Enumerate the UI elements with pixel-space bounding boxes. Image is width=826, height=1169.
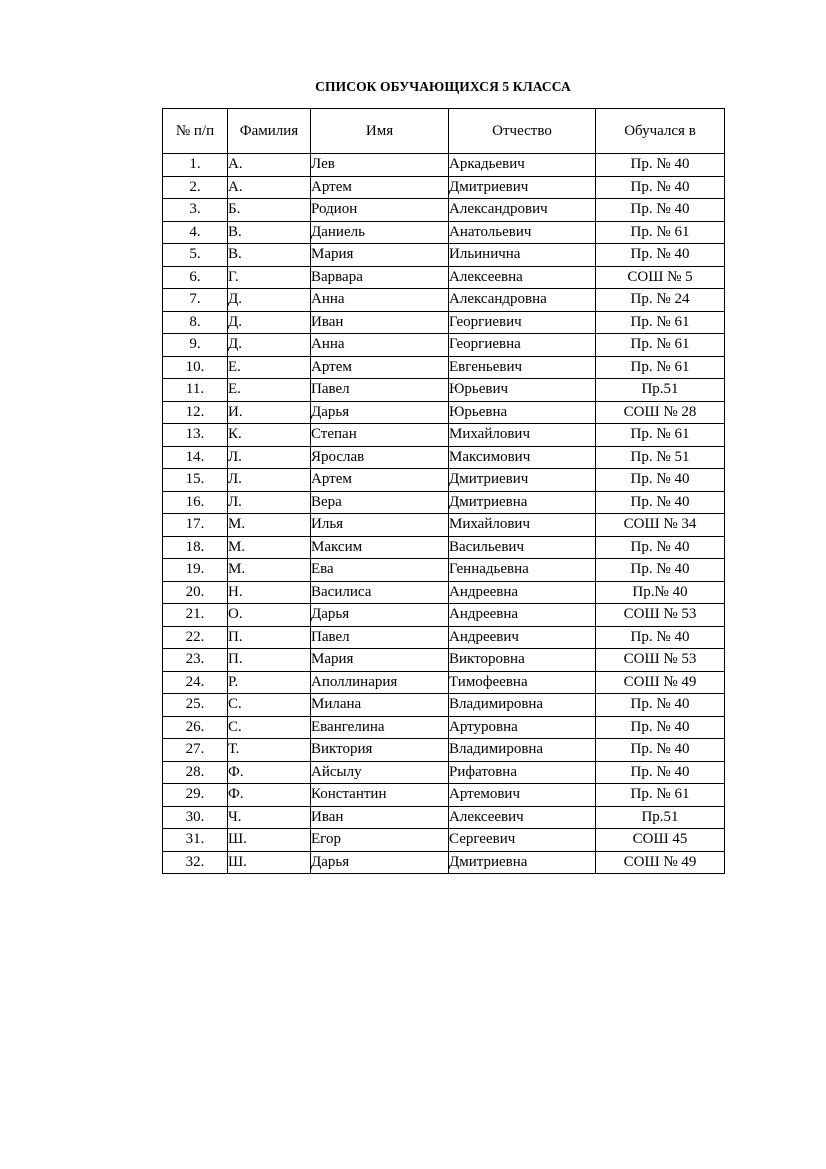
cell-number: 20. — [163, 581, 228, 604]
cell-surname: Л. — [228, 469, 311, 492]
cell-surname: Е. — [228, 356, 311, 379]
table-row — [163, 244, 725, 267]
cell-name: Лев — [311, 154, 449, 177]
cell-number: 24. — [163, 671, 228, 694]
cell-name: Василиса — [311, 581, 449, 604]
cell-number: 9. — [163, 334, 228, 357]
cell-school: СОШ № 53 — [596, 604, 725, 627]
cell-surname: П. — [228, 626, 311, 649]
cell-school: Пр.№ 40 — [596, 581, 725, 604]
cell-school: Пр. № 40 — [596, 154, 725, 177]
cell-number: 8. — [163, 311, 228, 334]
cell-patronymic: Дмитриевна — [449, 491, 596, 514]
cell-surname: С. — [228, 694, 311, 717]
cell-patronymic: Андреевна — [449, 604, 596, 627]
cell-number: 18. — [163, 536, 228, 559]
header-number: № п/п — [163, 109, 228, 154]
table-row — [163, 649, 725, 672]
cell-patronymic: Владимировна — [449, 739, 596, 762]
cell-name: Анна — [311, 334, 449, 357]
cell-number: 2. — [163, 176, 228, 199]
cell-school: СОШ № 5 — [596, 266, 725, 289]
cell-surname: И. — [228, 401, 311, 424]
cell-school: Пр. № 40 — [596, 199, 725, 222]
cell-number: 29. — [163, 784, 228, 807]
cell-patronymic: Артемович — [449, 784, 596, 807]
table-row — [163, 806, 725, 829]
cell-patronymic: Георгиевна — [449, 334, 596, 357]
cell-number: 31. — [163, 829, 228, 852]
cell-name: Виктория — [311, 739, 449, 762]
cell-patronymic: Андреевич — [449, 626, 596, 649]
cell-surname: М. — [228, 514, 311, 537]
cell-patronymic: Ильинична — [449, 244, 596, 267]
cell-name: Иван — [311, 311, 449, 334]
cell-name: Илья — [311, 514, 449, 537]
table-row — [163, 491, 725, 514]
table-row — [163, 536, 725, 559]
cell-surname: Л. — [228, 491, 311, 514]
cell-surname: В. — [228, 244, 311, 267]
cell-number: 5. — [163, 244, 228, 267]
table-row — [163, 199, 725, 222]
cell-patronymic: Рифатовна — [449, 761, 596, 784]
cell-number: 23. — [163, 649, 228, 672]
cell-surname: К. — [228, 424, 311, 447]
cell-patronymic: Васильевич — [449, 536, 596, 559]
cell-surname: Т. — [228, 739, 311, 762]
cell-patronymic: Юрьевна — [449, 401, 596, 424]
cell-number: 4. — [163, 221, 228, 244]
table-body — [163, 154, 725, 874]
table-row — [163, 716, 725, 739]
cell-name: Вера — [311, 491, 449, 514]
table-row — [163, 626, 725, 649]
cell-school: Пр. № 40 — [596, 716, 725, 739]
cell-school: Пр. № 61 — [596, 221, 725, 244]
cell-patronymic: Тимофеевна — [449, 671, 596, 694]
cell-school: СОШ № 49 — [596, 851, 725, 874]
table-row — [163, 514, 725, 537]
page-title: СПИСОК ОБУЧАЮЩИХСЯ 5 КЛАССА — [315, 79, 571, 94]
cell-name: Максим — [311, 536, 449, 559]
cell-school: Пр. № 40 — [596, 469, 725, 492]
cell-surname: Е. — [228, 379, 311, 402]
table-row — [163, 356, 725, 379]
cell-surname: М. — [228, 559, 311, 582]
cell-school: Пр.51 — [596, 379, 725, 402]
cell-number: 32. — [163, 851, 228, 874]
cell-number: 7. — [163, 289, 228, 312]
cell-surname: А. — [228, 176, 311, 199]
cell-school: Пр. № 40 — [596, 244, 725, 267]
cell-name: Родион — [311, 199, 449, 222]
cell-surname: Д. — [228, 311, 311, 334]
table-row — [163, 559, 725, 582]
cell-surname: М. — [228, 536, 311, 559]
table-row — [163, 694, 725, 717]
table-row — [163, 289, 725, 312]
cell-name: Павел — [311, 379, 449, 402]
cell-patronymic: Юрьевич — [449, 379, 596, 402]
header-name: Имя — [311, 109, 449, 154]
cell-patronymic: Дмитриевич — [449, 176, 596, 199]
cell-school: СОШ № 53 — [596, 649, 725, 672]
cell-school: СОШ 45 — [596, 829, 725, 852]
cell-name: Даниель — [311, 221, 449, 244]
cell-name: Мария — [311, 244, 449, 267]
table-row — [163, 424, 725, 447]
cell-school: Пр. № 40 — [596, 176, 725, 199]
cell-school: СОШ № 49 — [596, 671, 725, 694]
cell-surname: С. — [228, 716, 311, 739]
cell-name: Дарья — [311, 851, 449, 874]
cell-name: Айсылу — [311, 761, 449, 784]
cell-patronymic: Георгиевич — [449, 311, 596, 334]
cell-patronymic: Михайлович — [449, 424, 596, 447]
cell-number: 6. — [163, 266, 228, 289]
cell-school: СОШ № 28 — [596, 401, 725, 424]
cell-school: Пр. № 61 — [596, 334, 725, 357]
cell-name: Ярослав — [311, 446, 449, 469]
cell-name: Артем — [311, 176, 449, 199]
cell-patronymic: Максимович — [449, 446, 596, 469]
cell-school: Пр. № 40 — [596, 626, 725, 649]
cell-patronymic: Алексеевич — [449, 806, 596, 829]
cell-school: Пр. № 24 — [596, 289, 725, 312]
cell-patronymic: Дмитриевна — [449, 851, 596, 874]
cell-name: Степан — [311, 424, 449, 447]
cell-patronymic: Аркадьевич — [449, 154, 596, 177]
cell-school: Пр. № 40 — [596, 694, 725, 717]
header-patronymic: Отчество — [449, 109, 596, 154]
cell-school: Пр. № 51 — [596, 446, 725, 469]
cell-patronymic: Анатольевич — [449, 221, 596, 244]
table-header-row — [163, 109, 725, 154]
cell-surname: Ф. — [228, 784, 311, 807]
cell-school: Пр. № 61 — [596, 356, 725, 379]
cell-number: 1. — [163, 154, 228, 177]
cell-patronymic: Дмитриевич — [449, 469, 596, 492]
cell-number: 22. — [163, 626, 228, 649]
cell-number: 27. — [163, 739, 228, 762]
cell-surname: П. — [228, 649, 311, 672]
table-row — [163, 311, 725, 334]
cell-patronymic: Александровна — [449, 289, 596, 312]
cell-school: Пр. № 40 — [596, 491, 725, 514]
cell-patronymic: Алексеевна — [449, 266, 596, 289]
cell-surname: Б. — [228, 199, 311, 222]
cell-surname: Р. — [228, 671, 311, 694]
cell-patronymic: Андреевна — [449, 581, 596, 604]
cell-number: 28. — [163, 761, 228, 784]
cell-name: Константин — [311, 784, 449, 807]
cell-school: Пр. № 40 — [596, 739, 725, 762]
students-table — [162, 108, 725, 874]
cell-name: Павел — [311, 626, 449, 649]
cell-name: Евангелина — [311, 716, 449, 739]
table-row — [163, 401, 725, 424]
cell-name: Ева — [311, 559, 449, 582]
cell-name: Иван — [311, 806, 449, 829]
cell-school: Пр. № 40 — [596, 536, 725, 559]
cell-name: Дарья — [311, 401, 449, 424]
cell-surname: Л. — [228, 446, 311, 469]
cell-patronymic: Геннадьевна — [449, 559, 596, 582]
cell-number: 3. — [163, 199, 228, 222]
table-row — [163, 379, 725, 402]
cell-number: 26. — [163, 716, 228, 739]
cell-surname: Н. — [228, 581, 311, 604]
cell-surname: О. — [228, 604, 311, 627]
cell-number: 19. — [163, 559, 228, 582]
cell-number: 10. — [163, 356, 228, 379]
table-row — [163, 851, 725, 874]
table-row — [163, 154, 725, 177]
table-row — [163, 334, 725, 357]
cell-number: 14. — [163, 446, 228, 469]
cell-number: 15. — [163, 469, 228, 492]
cell-surname: Ш. — [228, 851, 311, 874]
table-row — [163, 176, 725, 199]
cell-name: Анна — [311, 289, 449, 312]
cell-school: Пр. № 61 — [596, 784, 725, 807]
cell-name: Дарья — [311, 604, 449, 627]
cell-name: Аполлинария — [311, 671, 449, 694]
cell-name: Артем — [311, 356, 449, 379]
cell-surname: Ч. — [228, 806, 311, 829]
header-school: Обучался в — [596, 109, 725, 154]
cell-patronymic: Артуровна — [449, 716, 596, 739]
cell-patronymic: Сергеевич — [449, 829, 596, 852]
table-row — [163, 581, 725, 604]
cell-number: 30. — [163, 806, 228, 829]
table-row — [163, 671, 725, 694]
cell-surname: Д. — [228, 334, 311, 357]
cell-name: Артем — [311, 469, 449, 492]
cell-surname: Д. — [228, 289, 311, 312]
cell-name: Егор — [311, 829, 449, 852]
cell-number: 21. — [163, 604, 228, 627]
table-row — [163, 739, 725, 762]
cell-name: Милана — [311, 694, 449, 717]
table-row — [163, 604, 725, 627]
cell-name: Варвара — [311, 266, 449, 289]
cell-school: Пр. № 40 — [596, 559, 725, 582]
cell-number: 12. — [163, 401, 228, 424]
table-row — [163, 221, 725, 244]
cell-number: 16. — [163, 491, 228, 514]
table-row — [163, 469, 725, 492]
cell-school: Пр. № 61 — [596, 424, 725, 447]
cell-number: 13. — [163, 424, 228, 447]
cell-number: 11. — [163, 379, 228, 402]
table-row — [163, 829, 725, 852]
cell-surname: А. — [228, 154, 311, 177]
table-row — [163, 784, 725, 807]
table-row — [163, 266, 725, 289]
cell-name: Мария — [311, 649, 449, 672]
header-surname: Фамилия — [228, 109, 311, 154]
cell-surname: Ш. — [228, 829, 311, 852]
table-row — [163, 761, 725, 784]
cell-patronymic: Михайлович — [449, 514, 596, 537]
cell-surname: Ф. — [228, 761, 311, 784]
cell-school: Пр. № 61 — [596, 311, 725, 334]
cell-school: Пр.51 — [596, 806, 725, 829]
cell-patronymic: Евгеньевич — [449, 356, 596, 379]
cell-patronymic: Владимировна — [449, 694, 596, 717]
cell-number: 17. — [163, 514, 228, 537]
cell-surname: Г. — [228, 266, 311, 289]
cell-patronymic: Александрович — [449, 199, 596, 222]
cell-surname: В. — [228, 221, 311, 244]
cell-number: 25. — [163, 694, 228, 717]
table-row — [163, 446, 725, 469]
cell-school: Пр. № 40 — [596, 761, 725, 784]
cell-patronymic: Викторовна — [449, 649, 596, 672]
cell-school: СОШ № 34 — [596, 514, 725, 537]
